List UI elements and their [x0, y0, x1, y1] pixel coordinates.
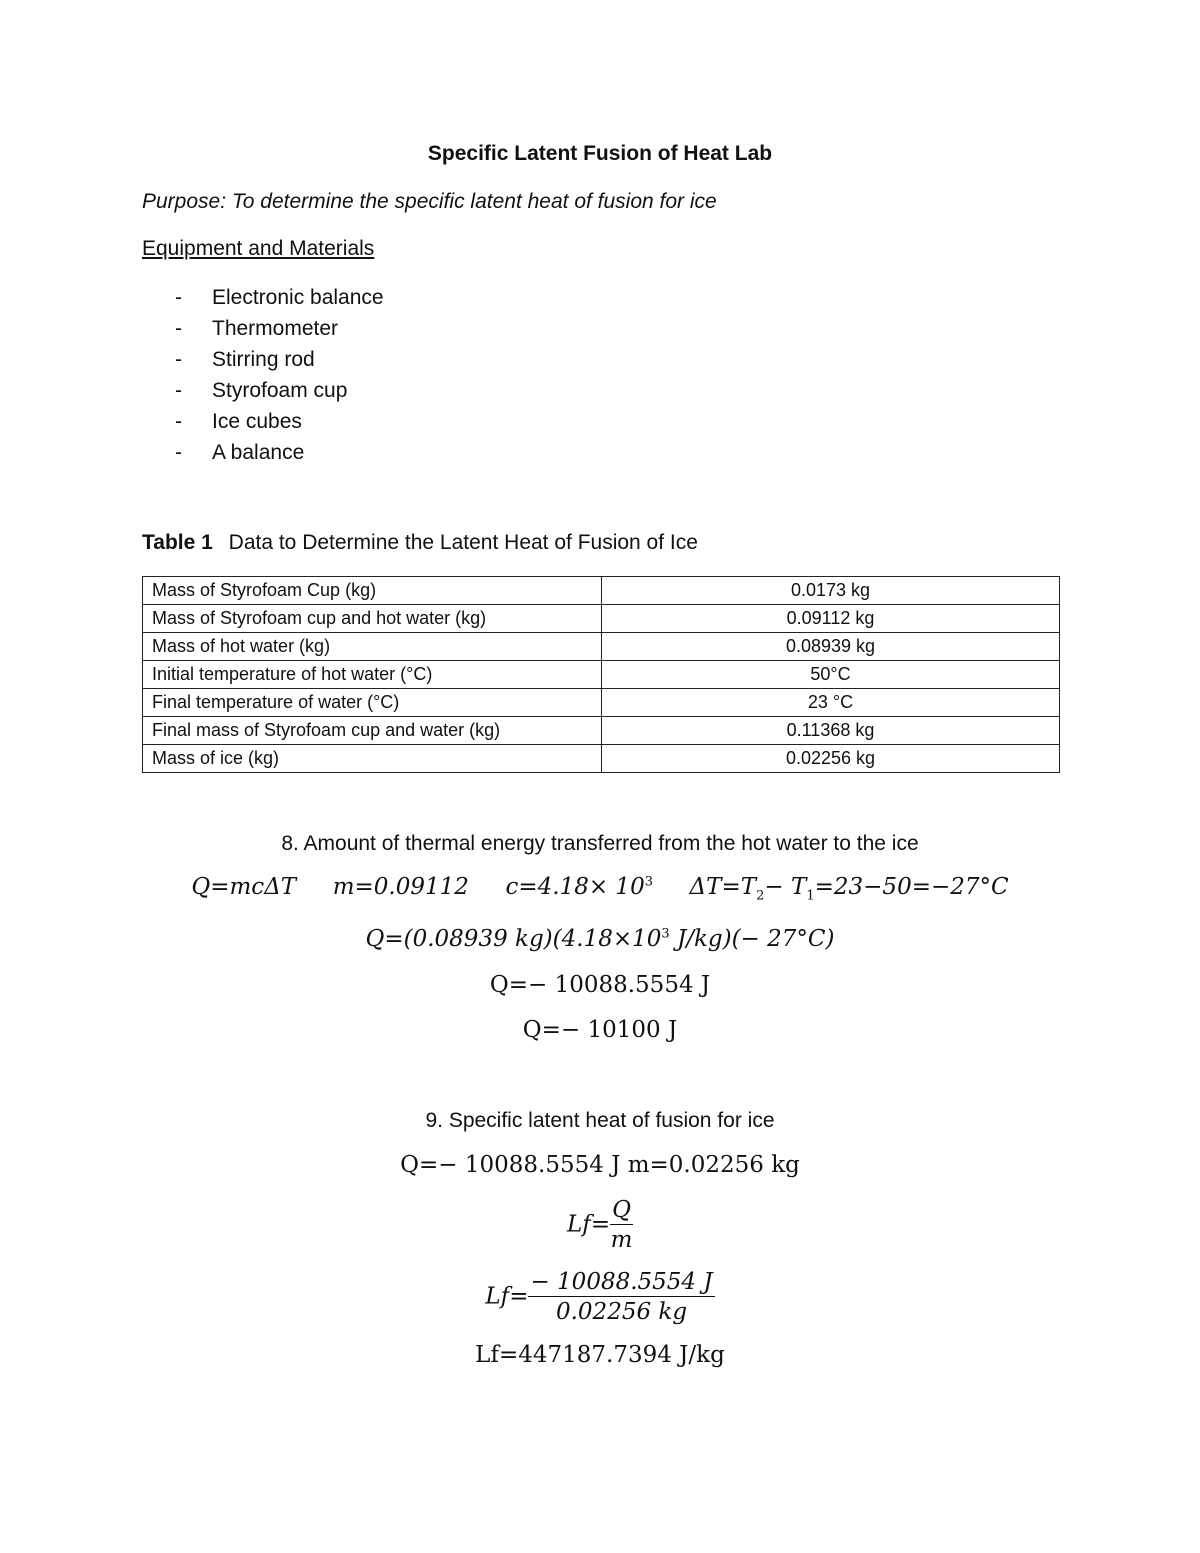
list-item	[142, 437, 384, 468]
list-item	[142, 375, 384, 406]
table-row	[143, 745, 1060, 773]
list-item-label: Stirring rod	[212, 347, 315, 371]
list-item-label: Ice cubes	[212, 409, 302, 433]
bullet-dash: -	[175, 440, 182, 464]
list-item	[142, 313, 384, 344]
question-9-heading: 9. Specific latent heat of fusion for ice	[425, 1109, 775, 1132]
eq-subscript: 2	[756, 888, 765, 904]
table-cell-value: 23 °C	[602, 689, 1060, 717]
eq-substitution-a: Q=(0.08939 kg)(4.18×10	[365, 926, 662, 952]
list-item-label: Styrofoam cup	[212, 378, 348, 402]
table-cell-label: Final mass of Styrofoam cup and water (kg)	[143, 717, 602, 745]
table-cell-label: Mass of Styrofoam cup and hot water (kg)	[143, 605, 602, 633]
eq-delta-t-b: − T	[764, 874, 807, 900]
fraction-denominator: m	[610, 1227, 633, 1253]
list-item	[142, 406, 384, 437]
eq-q-formula: Q=mcΔT	[191, 874, 297, 900]
table-caption-text: Data to Determine the Latent Heat of Fusion of Ice	[228, 531, 698, 554]
equation-8-rounded: Q=− 10100 J	[522, 1017, 678, 1043]
fraction-denominator: 0.02256 kg	[555, 1299, 688, 1325]
list-item-label: A balance	[212, 440, 305, 464]
table-cell-label: Mass of hot water (kg)	[143, 633, 602, 661]
bullet-dash: -	[175, 347, 182, 371]
list-item-label: Electronic balance	[212, 285, 384, 309]
table-cell-value: 0.11368 kg	[602, 717, 1060, 745]
fraction	[528, 1268, 714, 1327]
table-cell-label: Final temperature of water (°C)	[143, 689, 602, 717]
table-row	[143, 661, 1060, 689]
list-item-label: Thermometer	[212, 316, 339, 340]
table-cell-value: 0.0173 kg	[602, 577, 1060, 605]
question-8-heading: 8. Amount of thermal energy transferred from the hot water to the ice	[281, 832, 919, 855]
table-row	[143, 605, 1060, 633]
table-cell-value: 0.09112 kg	[602, 605, 1060, 633]
equation-9-result: Lf=447187.7394 J/kg	[475, 1342, 725, 1368]
eq-substitution-b: J/kg)(− 27°C)	[669, 926, 835, 952]
fraction	[610, 1196, 633, 1255]
equation-9-givens: Q=− 10088.5554 J m=0.02256 kg	[400, 1152, 800, 1178]
purpose-text: Purpose: To determine the specific latent heat of fusion for ice	[142, 190, 717, 213]
equation-9-substitution	[0, 1268, 1200, 1327]
table-caption	[142, 531, 698, 555]
table-row	[143, 717, 1060, 745]
eq-lf-label: Lf=	[485, 1283, 529, 1310]
bullet-dash: -	[175, 285, 182, 309]
bullet-dash: -	[175, 378, 182, 402]
table-caption-number: Table 1	[142, 531, 213, 554]
list-item	[142, 344, 384, 375]
equation-9-formula	[0, 1196, 1200, 1255]
table-cell-label: Initial temperature of hot water (°C)	[143, 661, 602, 689]
eq-specific-heat: c=4.18× 10	[505, 874, 645, 900]
table-row	[143, 689, 1060, 717]
table-cell-label: Mass of Styrofoam Cup (kg)	[143, 577, 602, 605]
equation-8-givens	[0, 874, 1200, 904]
table-row	[143, 633, 1060, 661]
table-row	[143, 577, 1060, 605]
fraction-numerator: Q	[612, 1197, 631, 1223]
eq-subscript: 1	[806, 888, 815, 904]
bullet-dash: -	[175, 316, 182, 340]
eq-exponent: 3	[661, 926, 670, 942]
table-cell-label: Mass of ice (kg)	[143, 745, 602, 773]
fraction-numerator: − 10088.5554 J	[530, 1269, 713, 1295]
table-cell-value: 0.02256 kg	[602, 745, 1060, 773]
eq-delta-t-a: ΔT=T	[689, 874, 757, 900]
data-table	[142, 576, 1060, 773]
equation-8-substitution	[0, 926, 1200, 952]
table-cell-value: 50°C	[602, 661, 1060, 689]
list-item	[142, 282, 384, 313]
eq-lf-label: Lf=	[567, 1211, 611, 1238]
bullet-dash: -	[175, 409, 182, 433]
page-title: Specific Latent Fusion of Heat Lab	[427, 142, 773, 165]
equation-8-result: Q=− 10088.5554 J	[489, 972, 711, 998]
eq-exponent: 3	[644, 874, 653, 890]
equipment-list	[142, 282, 384, 468]
table-cell-value: 0.08939 kg	[602, 633, 1060, 661]
eq-mass: m=0.09112	[332, 874, 469, 900]
equipment-heading: Equipment and Materials	[142, 237, 375, 260]
eq-delta-t-c: =23−50=−27°C	[814, 874, 1009, 900]
